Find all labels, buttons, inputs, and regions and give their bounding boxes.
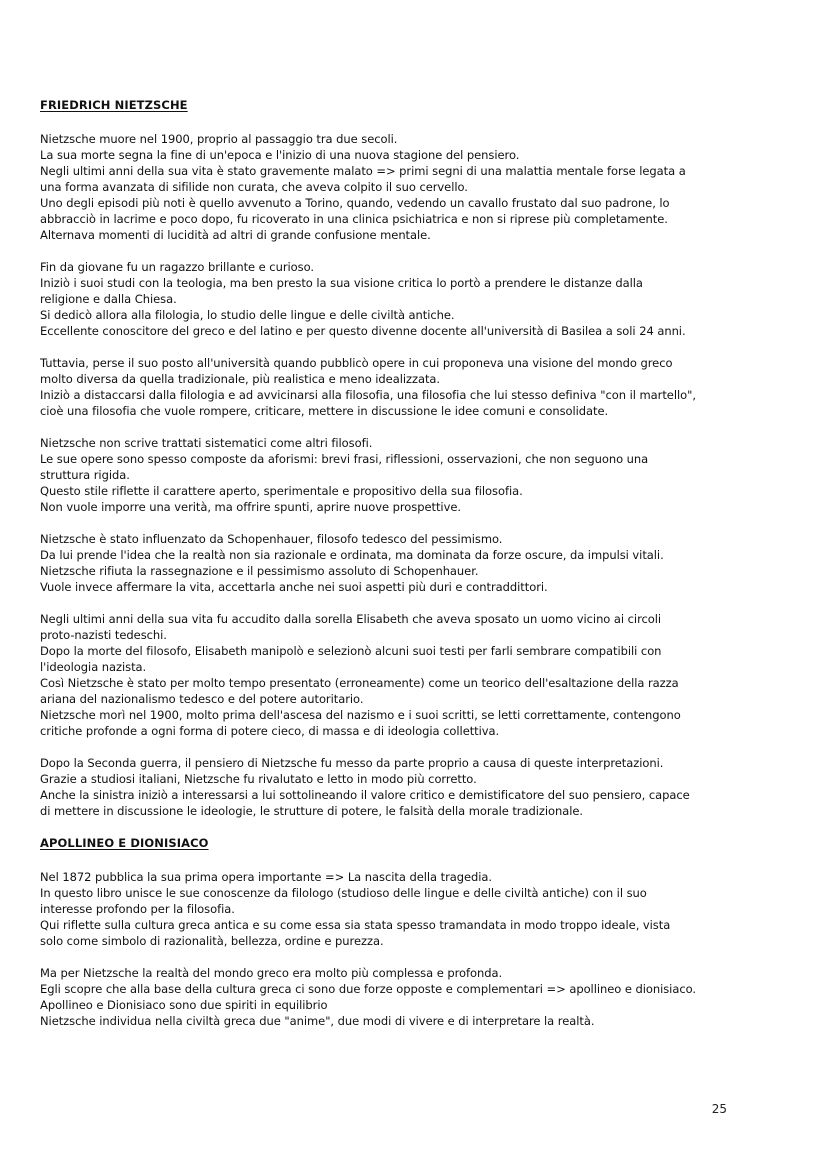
title-gap: [40, 851, 800, 869]
text-line: Apollineo e Dionisiaco sono due spiriti in equilibrio: [40, 998, 328, 1012]
text-line: Nietzsche è stato influenzato da Schopenhauer, filosofo tedesco del pessimismo.: [40, 532, 503, 546]
text-line: Nietzsche non scrive trattati sistematici come altri filosofi.: [40, 436, 373, 450]
text-line: Da lui prende l'idea che la realtà non sia razionale e ordinata, ma dominata da forze oscure, da impulsi vitali.: [40, 548, 664, 562]
text-line: Dopo la morte del filosofo, Elisabeth manipolò e selezionò alcuni suoi testi per farli sembrare compatibili con: [40, 644, 662, 658]
text-line: Nietzsche individua nella civiltà greca due "anime", due modi di vivere e di interpretare la realtà.: [40, 1014, 595, 1028]
text-line: Nel 1872 pubblica la sua prima opera importante => La nascita della tragedia.: [40, 870, 493, 884]
paragraph: [40, 131, 800, 243]
paragraph-gap: [40, 243, 800, 259]
text-line: Le sue opere sono spesso composte da aforismi: brevi frasi, riflessioni, osservazioni, che non seguono una: [40, 452, 649, 466]
paragraph-gap: [40, 595, 800, 611]
text-line: interesse profondo per la filosofia.: [40, 902, 235, 916]
text-line: ariana del nazionalismo tedesco e del potere autoritario.: [40, 692, 364, 706]
text-line: Dopo la Seconda guerra, il pensiero di Nietzsche fu messo da parte proprio a causa di queste interpretazioni.: [40, 756, 664, 770]
text-line: cioè una filosofia che vuole rompere, criticare, mettere in discussione le idee comuni e consolidate.: [40, 404, 609, 418]
title-gap: [40, 113, 800, 131]
paragraph-gap: [40, 515, 800, 531]
text-line: Anche la sinistra iniziò a interessarsi a lui sottolineando il valore critico e demistificatore del suo pensiero, capace: [40, 788, 690, 802]
text-line: Si dedicò allora alla filologia, lo studio delle lingue e delle civiltà antiche.: [40, 308, 455, 322]
paragraph: [40, 869, 800, 949]
paragraph: [40, 611, 800, 739]
text-line: Iniziò i suoi studi con la teologia, ma ben presto la sua visione critica lo portò a prendere le distanze dalla: [40, 276, 643, 290]
paragraph: [40, 755, 800, 819]
text-line: solo come simbolo di razionalità, bellezza, ordine e purezza.: [40, 934, 384, 948]
text-line: Qui riflette sulla cultura greca antica e su come essa sia stata spesso tramandata in modo troppo ideale, vista: [40, 918, 671, 932]
paragraph: [40, 259, 800, 339]
text-line: Egli scopre che alla base della cultura greca ci sono due forze opposte e complementari => apollineo e dionisiaco.: [40, 982, 696, 996]
paragraph-gap: [40, 949, 800, 965]
text-line: struttura rigida.: [40, 468, 130, 482]
text-line: Negli ultimi anni della sua vita è stato gravemente malato => primi segni di una malattia mentale forse legata a: [40, 164, 686, 178]
text-line: una forma avanzata di sifilide non curata, che aveva colpito il suo cervello.: [40, 180, 468, 194]
paragraph: [40, 531, 800, 595]
document-page: [40, 97, 800, 1029]
section-title: APOLLINEO E DIONISIACO: [40, 836, 209, 850]
text-line: Nietzsche rifiuta la rassegnazione e il pessimismo assoluto di Schopenhauer.: [40, 564, 479, 578]
text-line: Non vuole imporre una verità, ma offrire spunti, aprire nuove prospettive.: [40, 500, 461, 514]
text-line: Uno degli episodi più noti è quello avvenuto a Torino, quando, vedendo un cavallo frustato dal suo padrone, lo: [40, 196, 670, 210]
paragraph-gap: [40, 339, 800, 355]
text-line: Nietzsche muore nel 1900, proprio al passaggio tra due secoli.: [40, 132, 398, 146]
text-line: Alternava momenti di lucidità ad altri di grande confusione mentale.: [40, 228, 431, 242]
text-line: proto-nazisti tedeschi.: [40, 628, 167, 642]
section-title: FRIEDRICH NIETZSCHE: [40, 98, 188, 112]
text-line: Negli ultimi anni della sua vita fu accudito dalla sorella Elisabeth che aveva sposato un uomo vicino ai circoli: [40, 612, 662, 626]
section-gap: [40, 819, 800, 835]
text-line: La sua morte segna la fine di un'epoca e l'inizio di una nuova stagione del pensiero.: [40, 148, 520, 162]
text-line: abbracciò in lacrime e poco dopo, fu ricoverato in una clinica psichiatrica e non si riprese più completamente.: [40, 212, 668, 226]
text-line: Eccellente conoscitore del greco e del latino e per questo divenne docente all'università di Basilea a soli 24 anni.: [40, 324, 686, 338]
paragraph-gap: [40, 419, 800, 435]
text-line: Ma per Nietzsche la realtà del mondo greco era molto più complessa e profonda.: [40, 966, 503, 980]
page-number: 25: [711, 1102, 727, 1116]
text-line: l'ideologia nazista.: [40, 660, 147, 674]
text-line: In questo libro unisce le sue conoscenze da filologo (studioso delle lingue e delle civiltà antiche) con il suo: [40, 886, 647, 900]
paragraph: [40, 965, 800, 1029]
text-line: Nietzsche morì nel 1900, molto prima dell'ascesa del nazismo e i suoi scritti, se letti correttamente, contengono: [40, 708, 681, 722]
text-line: Tuttavia, perse il suo posto all'università quando pubblicò opere in cui proponeva una visione del mondo greco: [40, 356, 673, 370]
text-line: molto diversa da quella tradizionale, più realistica e meno idealizzata.: [40, 372, 441, 386]
paragraph-gap: [40, 739, 800, 755]
text-line: Iniziò a distaccarsi dalla filologia e ad avvicinarsi alla filosofia, una filosofia che lui stesso definiva "con il martello",: [40, 388, 696, 402]
text-line: Questo stile riflette il carattere aperto, sperimentale e propositivo della sua filosofia.: [40, 484, 523, 498]
text-line: Fin da giovane fu un ragazzo brillante e curioso.: [40, 260, 314, 274]
text-line: critiche profonde a ogni forma di potere cieco, di massa e di ideologia collettiva.: [40, 724, 500, 738]
text-line: religione e dalla Chiesa.: [40, 292, 177, 306]
text-line: Vuole invece affermare la vita, accettarla anche nei suoi aspetti più duri e contraddittori.: [40, 580, 548, 594]
text-line: di mettere in discussione le ideologie, le strutture di potere, le falsità della morale tradizionale.: [40, 804, 584, 818]
paragraph: [40, 355, 800, 419]
text-line: Grazie a studiosi italiani, Nietzsche fu rivalutato e letto in modo più corretto.: [40, 772, 477, 786]
paragraph: [40, 435, 800, 515]
text-line: Così Nietzsche è stato per molto tempo presentato (erroneamente) come un teorico dell'esaltazione della razza: [40, 676, 679, 690]
